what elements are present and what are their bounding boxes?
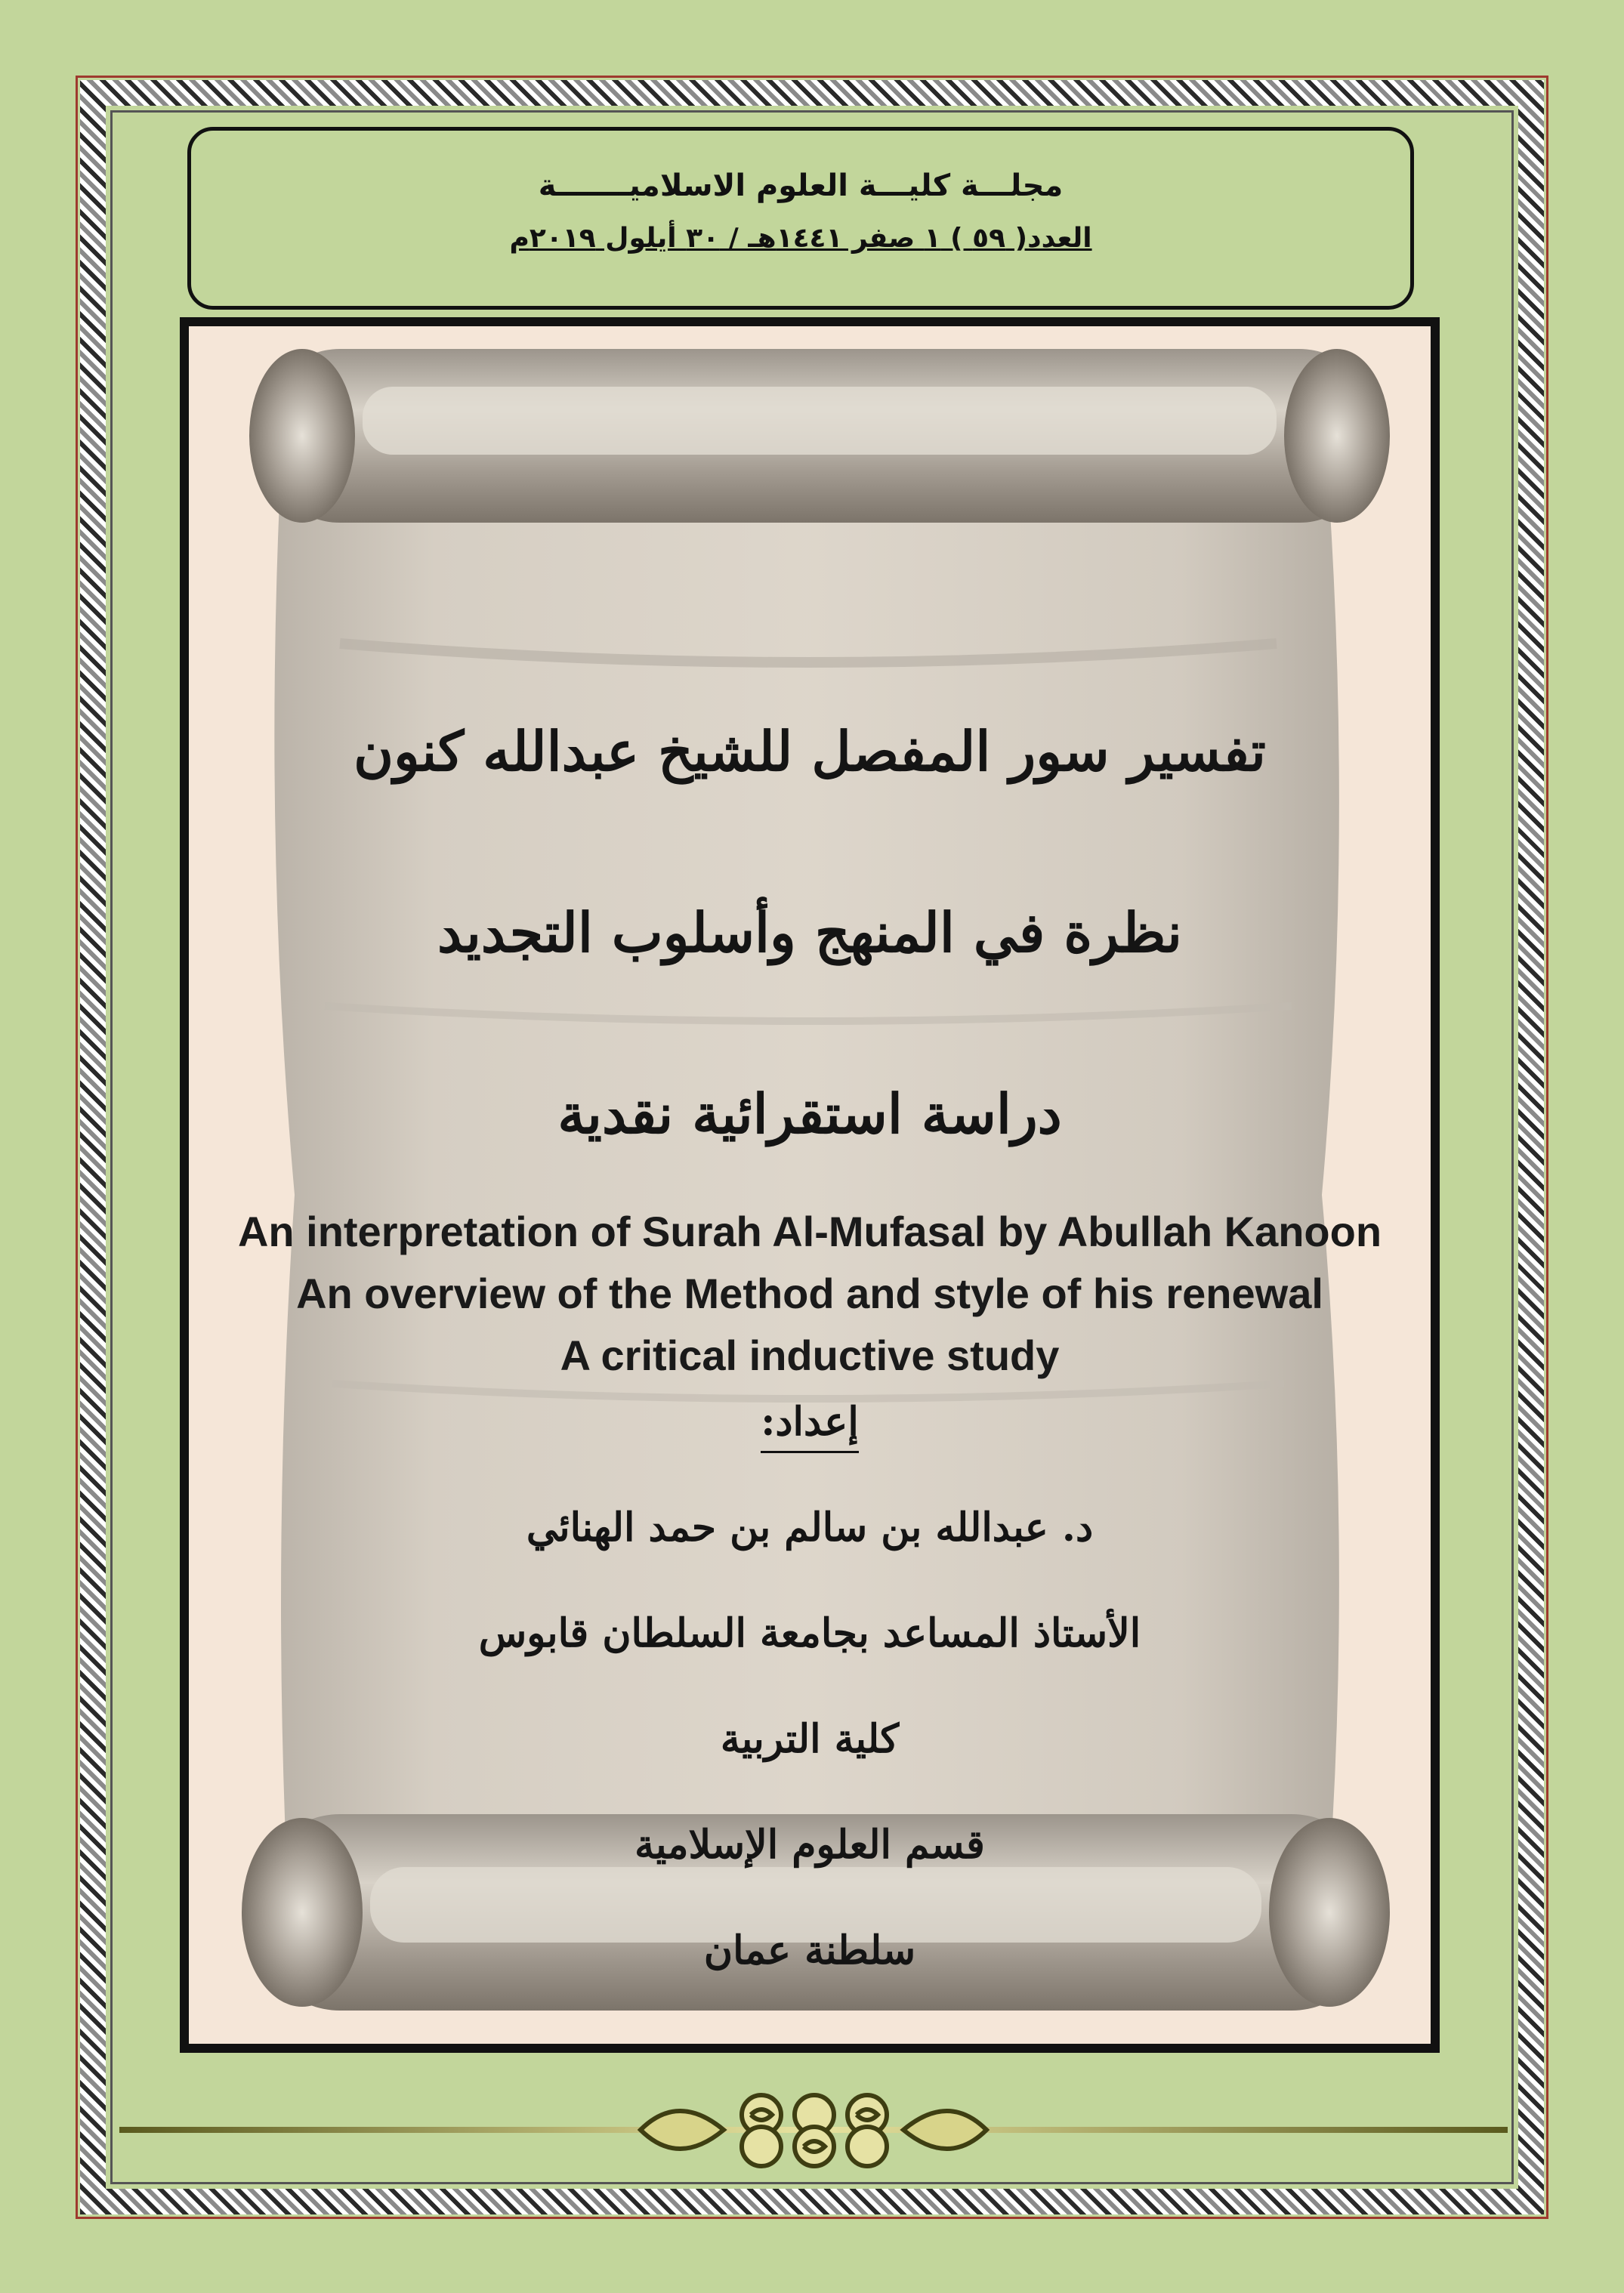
author-position: الأستاذ المساعد بجامعة السلطان قابوس <box>478 1610 1141 1656</box>
arabic-title-line-2: نظرة في المنهج وأسلوب التجديد <box>437 900 1182 964</box>
english-title-line-2: An overview of the Method and style of his renewal <box>296 1270 1323 1317</box>
scroll-parchment-image <box>189 326 1431 2044</box>
ornamental-divider <box>119 2085 1508 2175</box>
scroll-panel <box>180 317 1440 2053</box>
english-title-line-1: An interpretation of Surah Al-Mufasal by Abullah Kanoon <box>237 1208 1382 1255</box>
issue-info: العدد( ٥٩ ) ١ صفر ١٤٤١هـ / ٣٠ أيلول ٢٠١٩م <box>509 223 1092 254</box>
prepared-by-label: إعداد: <box>761 1399 859 1453</box>
arabic-title-line-3: دراسة استقرائية نقدية <box>557 1082 1062 1146</box>
author-name: د. عبدالله بن سالم بن حمد الهنائي <box>526 1504 1094 1551</box>
journal-header-box <box>187 127 1414 310</box>
journal-name: مجلـــة كليـــة العلوم الاسلاميـــــــة <box>538 168 1064 203</box>
english-title-line-3: A critical inductive study <box>560 1332 1060 1379</box>
author-country: سلطنة عمان <box>703 1927 916 1974</box>
arabic-title-line-1: تفسير سور المفصل للشيخ عبدالله كنون <box>354 719 1266 783</box>
author-department: قسم العلوم الإسلامية <box>634 1822 985 1868</box>
author-college: كلية التربية <box>720 1716 900 1762</box>
